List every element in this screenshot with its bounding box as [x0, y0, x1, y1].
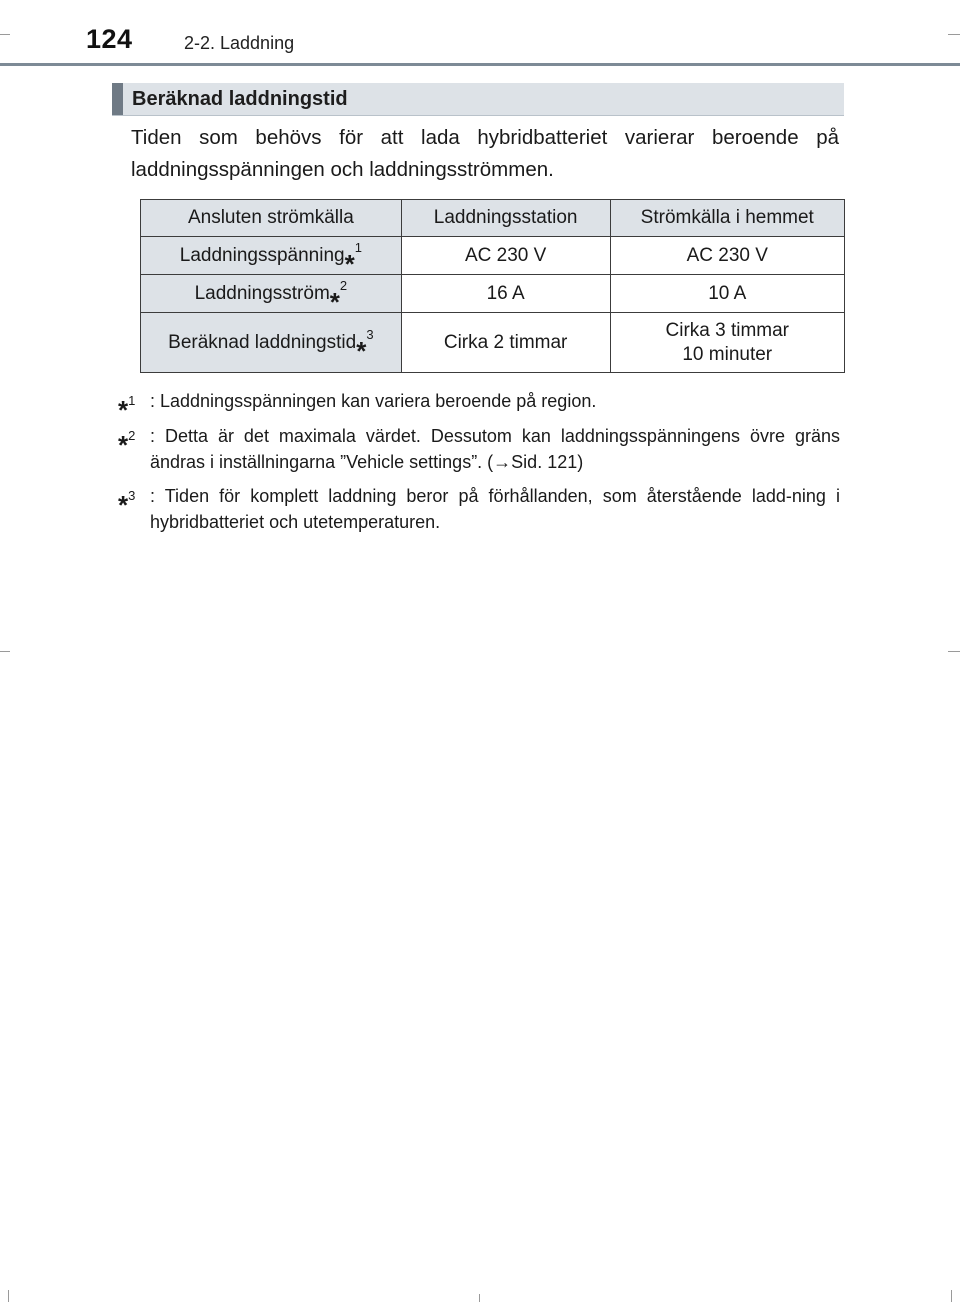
crop-mark [948, 651, 960, 652]
crop-mark [0, 34, 10, 35]
cell-line: 10 minuter [682, 343, 773, 365]
footnote-marker [118, 423, 136, 460]
cell-line: Cirka 3 timmar [665, 319, 790, 341]
table-header-row [141, 200, 845, 237]
intro-paragraph: Tiden som behövs för att lada hybridbatteriet varierar beroende på laddningsspänningen och laddningsströmmen. [131, 126, 839, 181]
asterisk-mark: * [344, 248, 355, 279]
row-label-cell [141, 313, 402, 373]
row-label-cell [141, 237, 402, 279]
crop-mark [479, 1294, 480, 1302]
footnote-marker [118, 388, 136, 425]
asterisk-mark: * [118, 490, 129, 520]
footnote-text: : Laddningsspänningen kan variera beroende på region. [150, 391, 597, 411]
row-label: Beräknad laddningstid [168, 331, 357, 353]
footnote-ref: 2 [339, 277, 348, 293]
crop-mark [951, 1290, 952, 1302]
table-row [141, 237, 845, 275]
footnote [118, 388, 840, 425]
table-cell [610, 313, 844, 373]
section-path: 2-2. Laddning [184, 33, 295, 53]
heading-accent [112, 83, 123, 115]
asterisk-mark: * [118, 395, 129, 425]
table-cell: AC 230 V [610, 237, 844, 275]
table-row [141, 275, 845, 313]
footnote-text: : Detta är det maximala värdet. Dessutom kan laddningsspänningens övre gräns ändras i inställningarna ”Vehicle settings”. (→Sid. 121) [150, 426, 840, 472]
charging-table [140, 199, 845, 373]
crop-mark [948, 34, 960, 35]
table-cell: 10 A [610, 275, 844, 313]
row-label-cell [141, 275, 402, 317]
section-heading: Beräknad laddningstid [132, 88, 348, 110]
page-number: 124 [86, 24, 133, 54]
table-header-cell: Strömkälla i hemmet [610, 200, 844, 237]
table-header-cell: Ansluten strömkälla [141, 200, 402, 237]
crop-mark [8, 1290, 9, 1302]
crop-mark [0, 651, 10, 652]
row-label: Laddningsspänning [179, 244, 345, 266]
table-header-cell: Laddningsstation [401, 200, 610, 237]
footnote [118, 423, 840, 475]
table-row [141, 313, 845, 373]
section-heading-bar [112, 83, 844, 116]
table-cell: AC 230 V [401, 237, 610, 275]
asterisk-mark: * [329, 286, 340, 317]
footnote [118, 483, 840, 535]
footnote-number: 3 [128, 488, 136, 503]
table-cell: Cirka 2 timmar [401, 313, 610, 373]
header-divider [0, 63, 960, 66]
footnote-text: : Tiden för komplett laddning beror på förhållanden, som återstående ladd-ning i hybridbatteriet och utetemperaturen. [150, 486, 840, 532]
table-cell: 16 A [401, 275, 610, 313]
footnote-ref: 1 [354, 239, 362, 255]
footnote-ref: 3 [366, 326, 374, 342]
row-label: Laddningsström [194, 282, 330, 304]
footnote-marker [118, 483, 136, 520]
footnote-number: 2 [128, 428, 136, 443]
footnote-number: 1 [128, 393, 136, 408]
asterisk-mark: * [118, 430, 129, 460]
asterisk-mark: * [356, 335, 367, 366]
